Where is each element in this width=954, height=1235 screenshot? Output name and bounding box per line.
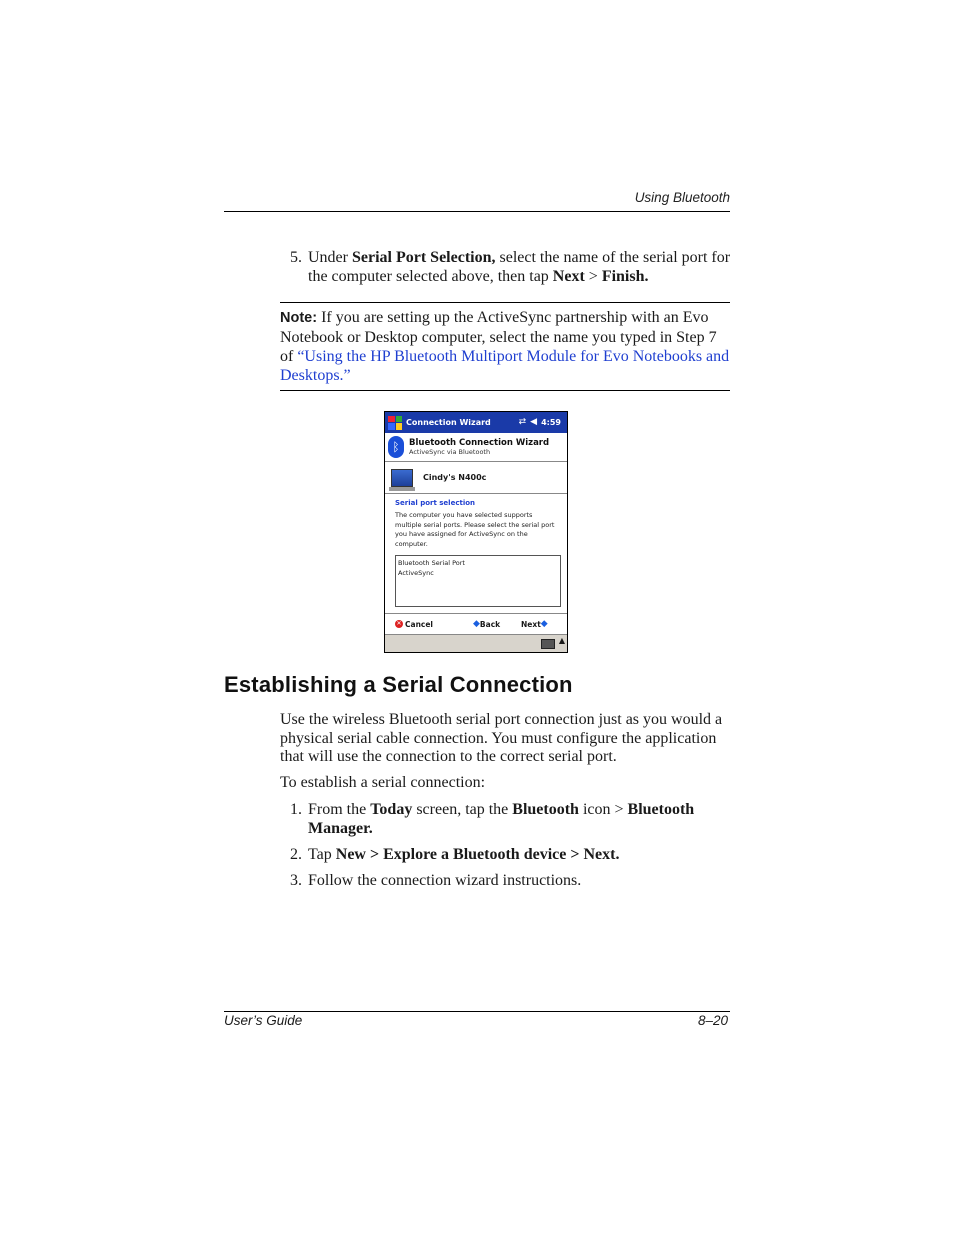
list-item [290,800,740,838]
bold-run: Finish. [601,268,649,285]
step-number: 2. [290,846,302,863]
connectivity-icon[interactable]: ⇄ [518,417,527,427]
page-number: 8–20 [697,1013,728,1028]
arrow-left-icon: ◆ [473,619,480,629]
step-text [308,800,740,838]
device-row [385,462,567,494]
note-block [280,308,732,385]
cancel-button[interactable] [395,620,433,629]
list-item [290,871,740,890]
section-description: The computer you have selected supports multiple serial ports. Please select the serial port you have assigned for ActiveSync on the computer. [395,511,555,548]
list-item[interactable]: Bluetooth Serial Port [398,559,465,567]
list-item [290,845,740,864]
step-number: 3. [290,872,302,889]
step-5 [290,248,740,286]
back-button[interactable] [473,619,500,629]
input-panel-bar [385,634,567,653]
step-text [308,248,740,286]
note-label: Note: [280,310,318,326]
list-item[interactable]: ActiveSync [398,569,434,577]
step-number: 1. [290,801,302,818]
bold-run: Bluetooth Manager. [308,801,695,837]
step-text [308,845,740,864]
back-label: Back [479,619,501,629]
bold-run: New > Explore a Bluetooth device > Next. [335,846,620,863]
note-text: If you are setting up the ActiveSync partnership with an Evo Notebook or Desktop computer, select the name you typed in Step 7 of [280,309,717,365]
text-run: screen, tap the [412,801,513,818]
arrow-right-icon: ◆ [540,619,548,629]
text-run: select the name of the serial port for the computer selected above, then tap [308,249,731,285]
device-name: Cindy's N400c [423,473,487,482]
note-bottom-rule [280,390,730,391]
paragraph: To establish a serial connection: [280,774,486,791]
laptop-icon [391,469,413,487]
bold-run: Bluetooth [512,801,579,818]
pda-clock[interactable]: 4:59 [541,418,561,427]
pda-screenshot [384,411,568,653]
text-run: Under [308,249,352,266]
text-run: From the [308,801,371,818]
wizard-nav-bar [385,613,567,634]
serial-port-section [385,494,567,607]
text-run: Tap [308,846,336,863]
wizard-title: Bluetooth Connection Wizard [409,438,550,448]
text-run: > [584,268,602,285]
footer-title: User’s Guide [224,1013,303,1028]
pda-app-title: Connection Wizard [406,418,491,427]
paragraph: Use the wireless Bluetooth serial port connection just as you would a physical serial cable connection. You must configure the application that will use the connection to the correct serial port. [280,711,723,765]
windows-start-icon[interactable] [388,416,402,430]
running-header: Using Bluetooth [634,190,730,205]
wizard-subtitle: ActiveSync via Bluetooth [409,448,491,456]
bluetooth-icon: ᛒ [388,436,404,458]
step-number: 5. [290,249,302,266]
wizard-header [385,433,567,462]
steps-list [290,800,740,897]
section-heading: Establishing a Serial Connection [224,672,573,697]
step-text: Follow the connection wizard instructions. [308,872,582,889]
text-run: icon > [578,801,628,818]
speaker-icon[interactable]: ◀ [530,417,538,427]
section-title: Serial port selection [395,499,476,507]
bold-run: Next [552,268,585,285]
bold-run: Serial Port Selection, [351,249,496,266]
chevron-up-icon[interactable]: ▲ [558,636,565,645]
header-rule [224,211,730,212]
pda-title-bar [385,412,567,433]
note-link[interactable]: “Using the HP Bluetooth Multiport Module for Evo Notebooks and Desktops.” [280,348,730,384]
footer-rule [224,1011,730,1012]
serial-port-list[interactable] [395,555,561,607]
bold-run: Today [370,801,413,818]
keyboard-icon[interactable] [541,639,555,649]
next-label: Next [521,619,541,629]
cancel-label: Cancel [405,619,434,629]
note-top-rule [280,302,730,303]
close-icon: ✕ [396,620,402,627]
next-button[interactable] [521,619,548,629]
